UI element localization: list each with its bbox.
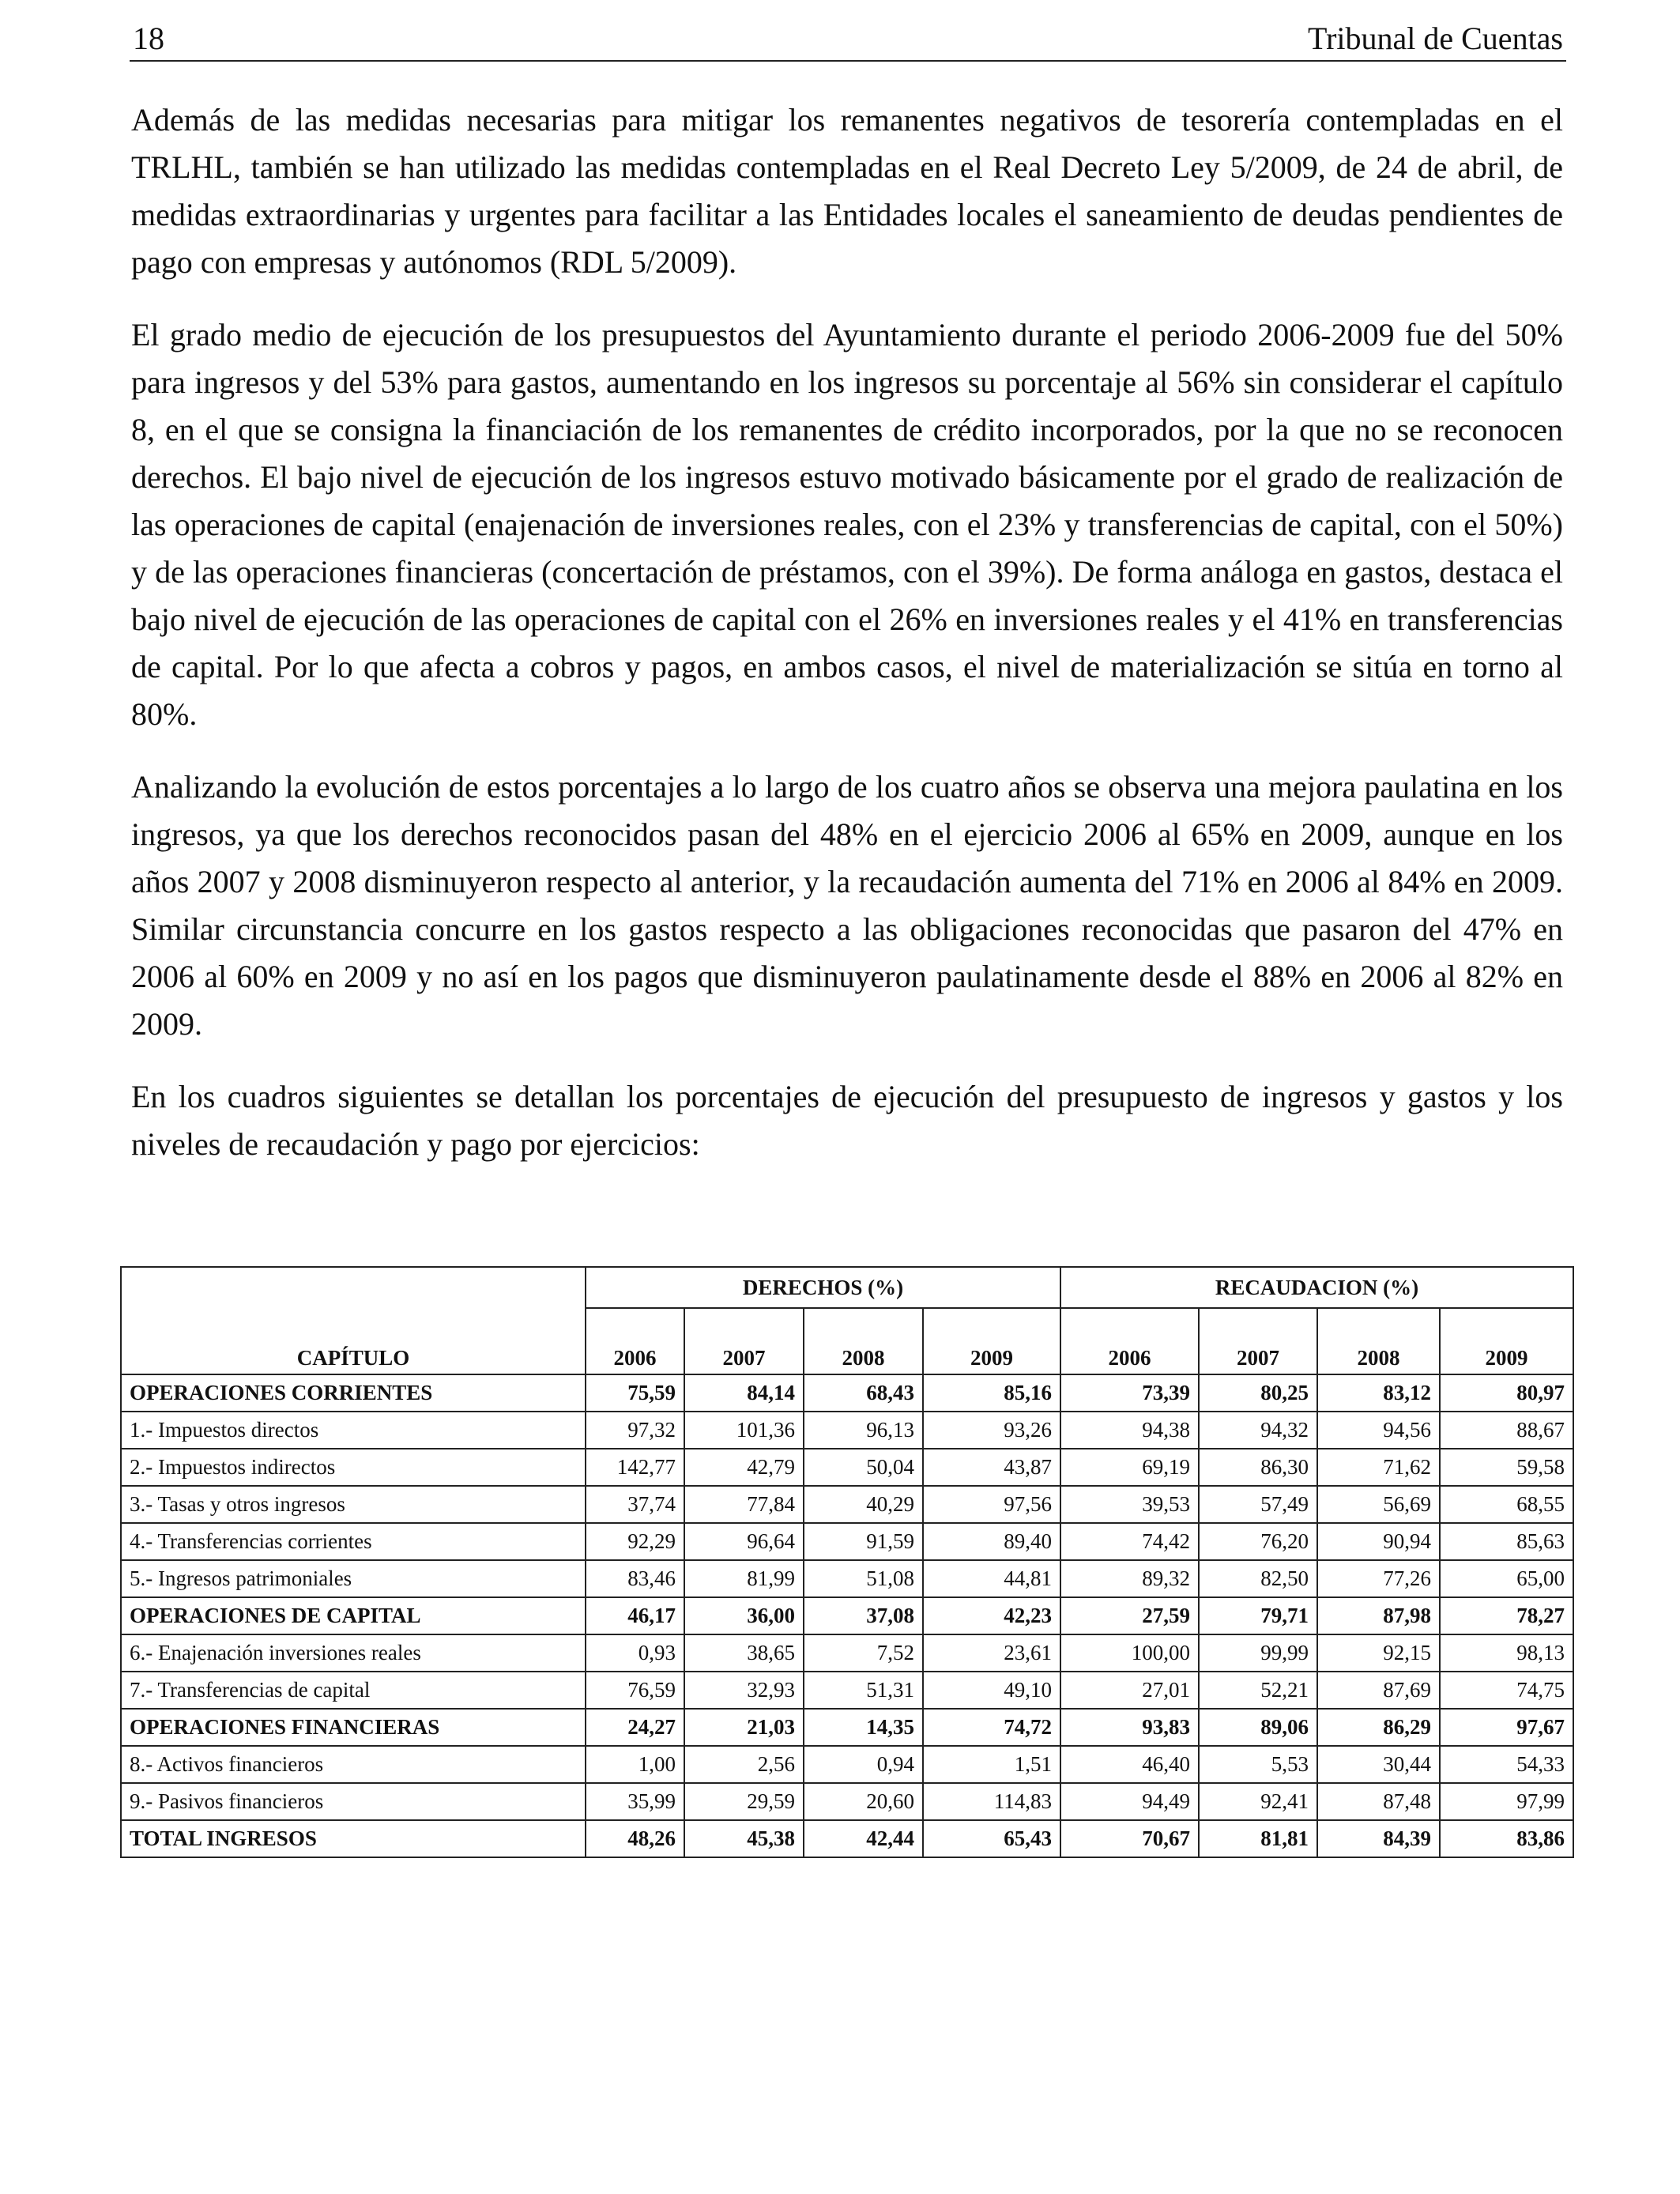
- derechos-value-cell: 43,87: [923, 1449, 1060, 1486]
- year-header: 2008: [1317, 1308, 1440, 1374]
- recaudacion-value-cell: 78,27: [1440, 1597, 1573, 1634]
- row-label: 1.- Impuestos directos: [121, 1412, 586, 1449]
- ingresos-table: [120, 1266, 1574, 1858]
- recaudacion-value-cell: 39,53: [1060, 1486, 1199, 1523]
- row-label: 2.- Impuestos indirectos: [121, 1449, 586, 1486]
- derechos-value-cell: 49,10: [923, 1672, 1060, 1709]
- paragraph-remanentes: Además de las medidas necesarias para mitigar los remanentes negativos de tesorería contempladas en el TRLHL, también se han utilizado las medidas contempladas en el Real Decreto Ley 5/2009, de 24 de abril, de medidas extraordinarias y urgentes para facilitar a las Entidades locales el saneamiento de deudas pendientes de pago con empresas y autónomos (RDL 5/2009).: [131, 102, 1563, 280]
- recaudacion-value-cell: 99,99: [1199, 1634, 1317, 1672]
- table-row: [121, 1560, 1573, 1597]
- table-section-row: [121, 1709, 1573, 1746]
- derechos-value-cell: 42,23: [923, 1597, 1060, 1634]
- table-row: [121, 1672, 1573, 1709]
- recaudacion-value-cell: 92,15: [1317, 1634, 1440, 1672]
- table-section-row: [121, 1374, 1573, 1412]
- recaudacion-value-cell: 83,12: [1317, 1374, 1440, 1412]
- row-label: 3.- Tasas y otros ingresos: [121, 1486, 586, 1523]
- derechos-value-cell: 81,99: [684, 1560, 804, 1597]
- table-row: [121, 1412, 1573, 1449]
- recaudacion-value-cell: 30,44: [1317, 1746, 1440, 1783]
- derechos-value-cell: 89,40: [923, 1523, 1060, 1560]
- derechos-value-cell: 74,72: [923, 1709, 1060, 1746]
- recaudacion-value-cell: 83,86: [1440, 1820, 1573, 1857]
- derechos-value-cell: 23,61: [923, 1634, 1060, 1672]
- year-header: 2006: [586, 1308, 684, 1374]
- derechos-value-cell: 0,93: [586, 1634, 684, 1672]
- year-header: 2007: [684, 1308, 804, 1374]
- derechos-value-cell: 37,74: [586, 1486, 684, 1523]
- derechos-value-cell: 83,46: [586, 1560, 684, 1597]
- recaudacion-value-cell: 65,00: [1440, 1560, 1573, 1597]
- derechos-header: DERECHOS (%): [586, 1267, 1060, 1308]
- derechos-value-cell: 37,08: [804, 1597, 923, 1634]
- year-header: 2007: [1199, 1308, 1317, 1374]
- derechos-value-cell: 46,17: [586, 1597, 684, 1634]
- recaudacion-value-cell: 89,32: [1060, 1560, 1199, 1597]
- recaudacion-header: RECAUDACION (%): [1060, 1267, 1573, 1308]
- table-row: [121, 1449, 1573, 1486]
- recaudacion-value-cell: 77,26: [1317, 1560, 1440, 1597]
- recaudacion-value-cell: 94,56: [1317, 1412, 1440, 1449]
- derechos-value-cell: 50,04: [804, 1449, 923, 1486]
- row-label: TOTAL INGRESOS: [121, 1820, 586, 1857]
- row-label: OPERACIONES DE CAPITAL: [121, 1597, 586, 1634]
- recaudacion-value-cell: 84,39: [1317, 1820, 1440, 1857]
- derechos-value-cell: 84,14: [684, 1374, 804, 1412]
- recaudacion-value-cell: 92,41: [1199, 1783, 1317, 1820]
- derechos-value-cell: 97,32: [586, 1412, 684, 1449]
- derechos-value-cell: 77,84: [684, 1486, 804, 1523]
- recaudacion-value-cell: 71,62: [1317, 1449, 1440, 1486]
- derechos-value-cell: 29,59: [684, 1783, 804, 1820]
- recaudacion-value-cell: 73,39: [1060, 1374, 1199, 1412]
- page-header: [130, 14, 1566, 62]
- derechos-value-cell: 44,81: [923, 1560, 1060, 1597]
- table-section-row: [121, 1820, 1573, 1857]
- derechos-value-cell: 92,29: [586, 1523, 684, 1560]
- derechos-value-cell: 40,29: [804, 1486, 923, 1523]
- derechos-value-cell: 0,94: [804, 1746, 923, 1783]
- years-header-row: [121, 1308, 1573, 1374]
- recaudacion-value-cell: 85,63: [1440, 1523, 1573, 1560]
- recaudacion-value-cell: 59,58: [1440, 1449, 1573, 1486]
- recaudacion-value-cell: 46,40: [1060, 1746, 1199, 1783]
- recaudacion-value-cell: 94,38: [1060, 1412, 1199, 1449]
- recaudacion-value-cell: 27,01: [1060, 1672, 1199, 1709]
- recaudacion-value-cell: 74,75: [1440, 1672, 1573, 1709]
- table-row: [121, 1746, 1573, 1783]
- header-blank-cell: [121, 1267, 586, 1308]
- recaudacion-value-cell: 88,67: [1440, 1412, 1573, 1449]
- row-label: 6.- Enajenación inversiones reales: [121, 1634, 586, 1672]
- table-row: [121, 1634, 1573, 1672]
- recaudacion-value-cell: 27,59: [1060, 1597, 1199, 1634]
- recaudacion-value-cell: 97,99: [1440, 1783, 1573, 1820]
- recaudacion-value-cell: 57,49: [1199, 1486, 1317, 1523]
- paragraph-evolucion: Analizando la evolución de estos porcentajes a lo largo de los cuatro años se observa una mejora paulatina en los ingresos, ya que los derechos reconocidos pasan del 48% en el ejercicio 2006 al 65% en 2009, aunque en los años 2007 y 2008 disminuyeron respecto al anterior, y la recaudación aumenta del 71% en 2006 al 84% en 2009. Similar circunstancia concurre en los gastos respecto a las obligaciones reconocidas que pasaron del 47% en 2006 al 60% en 2009 y no así en los pagos que disminuyeron paulatinamente desde el 88% en 2006 al 82% en 2009.: [131, 769, 1563, 1042]
- recaudacion-value-cell: 87,48: [1317, 1783, 1440, 1820]
- derechos-value-cell: 96,64: [684, 1523, 804, 1560]
- row-label: 4.- Transferencias corrientes: [121, 1523, 586, 1560]
- derechos-value-cell: 36,00: [684, 1597, 804, 1634]
- year-header: 2009: [923, 1308, 1060, 1374]
- derechos-value-cell: 75,59: [586, 1374, 684, 1412]
- table-section-row: [121, 1597, 1573, 1634]
- derechos-value-cell: 65,43: [923, 1820, 1060, 1857]
- derechos-value-cell: 51,08: [804, 1560, 923, 1597]
- recaudacion-value-cell: 76,20: [1199, 1523, 1317, 1560]
- recaudacion-value-cell: 100,00: [1060, 1634, 1199, 1672]
- paragraph-grado-medio: El grado medio de ejecución de los presupuestos del Ayuntamiento durante el periodo 2006-2009 fue del 50% para ingresos y del 53% para gastos, aumentando en los ingresos su porcentaje al 56% sin considerar el capítulo 8, en el que se consigna la financiación de los remanentes de crédito incorporados, por la que no se reconocen derechos. El bajo nivel de ejecución de los ingresos estuvo motivado básicamente por el grado de realización de las operaciones de capital (enajenación de inversiones reales, con el 23% y transferencias de capital, con el 50%) y de las operaciones financieras (concertación de préstamos, con el 39%). De forma análoga en gastos, destaca el bajo nivel de ejecución de las operaciones de capital con el 26% en inversiones reales y el 41% en transferencias de capital. Por lo que afecta a cobros y pagos, en ambos casos, el nivel de materialización se sitúa en torno al 80%.: [131, 317, 1563, 732]
- row-label: 9.- Pasivos financieros: [121, 1783, 586, 1820]
- recaudacion-value-cell: 79,71: [1199, 1597, 1317, 1634]
- recaudacion-value-cell: 98,13: [1440, 1634, 1573, 1672]
- recaudacion-value-cell: 81,81: [1199, 1820, 1317, 1857]
- recaudacion-value-cell: 90,94: [1317, 1523, 1440, 1560]
- derechos-value-cell: 142,77: [586, 1449, 684, 1486]
- row-label: OPERACIONES CORRIENTES: [121, 1374, 586, 1412]
- paragraph-cuadros: En los cuadros siguientes se detallan los porcentajes de ejecución del presupuesto de ingresos y gastos y los niveles de recaudación y pago por ejercicios:: [131, 1079, 1563, 1162]
- recaudacion-value-cell: 74,42: [1060, 1523, 1199, 1560]
- derechos-value-cell: 1,00: [586, 1746, 684, 1783]
- table-row: [121, 1523, 1573, 1560]
- derechos-value-cell: 51,31: [804, 1672, 923, 1709]
- year-header: 2009: [1440, 1308, 1573, 1374]
- document-body: [131, 96, 1563, 1193]
- derechos-value-cell: 42,44: [804, 1820, 923, 1857]
- recaudacion-value-cell: 56,69: [1317, 1486, 1440, 1523]
- recaudacion-value-cell: 54,33: [1440, 1746, 1573, 1783]
- derechos-value-cell: 93,26: [923, 1412, 1060, 1449]
- recaudacion-value-cell: 5,53: [1199, 1746, 1317, 1783]
- year-header: 2008: [804, 1308, 923, 1374]
- recaudacion-value-cell: 52,21: [1199, 1672, 1317, 1709]
- header-title: Tribunal de Cuentas: [1308, 21, 1563, 56]
- recaudacion-value-cell: 97,67: [1440, 1709, 1573, 1746]
- recaudacion-value-cell: 70,67: [1060, 1820, 1199, 1857]
- derechos-value-cell: 42,79: [684, 1449, 804, 1486]
- derechos-value-cell: 97,56: [923, 1486, 1060, 1523]
- recaudacion-value-cell: 94,49: [1060, 1783, 1199, 1820]
- table-row: [121, 1783, 1573, 1820]
- derechos-value-cell: 91,59: [804, 1523, 923, 1560]
- group-header-row: [121, 1267, 1573, 1308]
- derechos-value-cell: 48,26: [586, 1820, 684, 1857]
- recaudacion-value-cell: 86,30: [1199, 1449, 1317, 1486]
- recaudacion-value-cell: 68,55: [1440, 1486, 1573, 1523]
- derechos-value-cell: 2,56: [684, 1746, 804, 1783]
- row-label: 8.- Activos financieros: [121, 1746, 586, 1783]
- row-label: 5.- Ingresos patrimoniales: [121, 1560, 586, 1597]
- derechos-value-cell: 20,60: [804, 1783, 923, 1820]
- table-row: [121, 1486, 1573, 1523]
- derechos-value-cell: 68,43: [804, 1374, 923, 1412]
- page-number: 18: [133, 21, 164, 56]
- year-header: 2006: [1060, 1308, 1199, 1374]
- recaudacion-value-cell: 80,25: [1199, 1374, 1317, 1412]
- derechos-value-cell: 45,38: [684, 1820, 804, 1857]
- recaudacion-value-cell: 87,98: [1317, 1597, 1440, 1634]
- derechos-value-cell: 101,36: [684, 1412, 804, 1449]
- derechos-value-cell: 35,99: [586, 1783, 684, 1820]
- recaudacion-value-cell: 82,50: [1199, 1560, 1317, 1597]
- derechos-value-cell: 85,16: [923, 1374, 1060, 1412]
- derechos-value-cell: 32,93: [684, 1672, 804, 1709]
- recaudacion-value-cell: 80,97: [1440, 1374, 1573, 1412]
- derechos-value-cell: 7,52: [804, 1634, 923, 1672]
- recaudacion-value-cell: 94,32: [1199, 1412, 1317, 1449]
- derechos-value-cell: 114,83: [923, 1783, 1060, 1820]
- derechos-value-cell: 38,65: [684, 1634, 804, 1672]
- derechos-value-cell: 21,03: [684, 1709, 804, 1746]
- derechos-value-cell: 24,27: [586, 1709, 684, 1746]
- capitulo-header: CAPÍTULO: [121, 1308, 586, 1374]
- recaudacion-value-cell: 89,06: [1199, 1709, 1317, 1746]
- recaudacion-value-cell: 87,69: [1317, 1672, 1440, 1709]
- derechos-value-cell: 96,13: [804, 1412, 923, 1449]
- derechos-value-cell: 1,51: [923, 1746, 1060, 1783]
- recaudacion-value-cell: 93,83: [1060, 1709, 1199, 1746]
- derechos-value-cell: 14,35: [804, 1709, 923, 1746]
- derechos-value-cell: 76,59: [586, 1672, 684, 1709]
- recaudacion-value-cell: 86,29: [1317, 1709, 1440, 1746]
- row-label: 7.- Transferencias de capital: [121, 1672, 586, 1709]
- recaudacion-value-cell: 69,19: [1060, 1449, 1199, 1486]
- row-label: OPERACIONES FINANCIERAS: [121, 1709, 586, 1746]
